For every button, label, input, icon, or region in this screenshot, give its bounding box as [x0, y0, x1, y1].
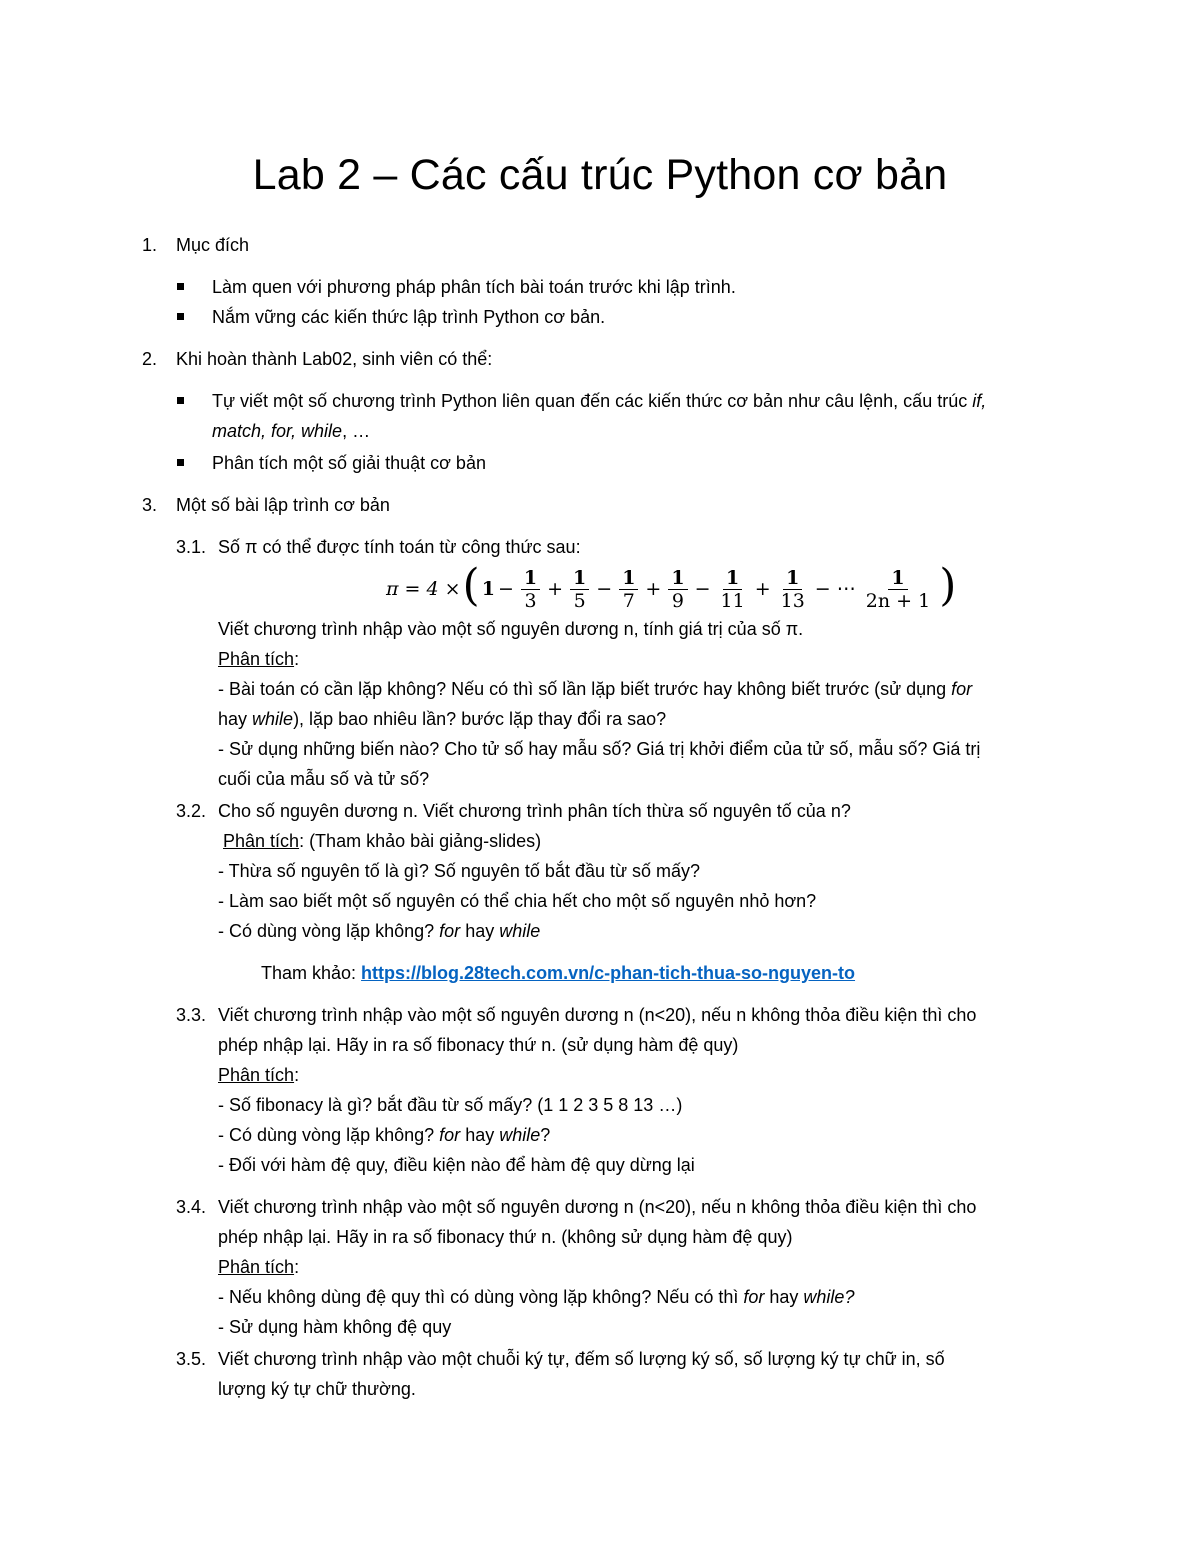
formula-op: +	[547, 578, 564, 600]
keyword-while: while?	[803, 1287, 855, 1307]
reference-label: Tham khảo:	[261, 963, 362, 983]
section-2-heading: Khi hoàn thành Lab02, sinh viên có thể:	[176, 349, 493, 369]
denominator: 11	[720, 589, 745, 612]
numerator: 1	[783, 567, 802, 590]
numerator: 1	[723, 567, 742, 590]
denominator: 3	[524, 589, 537, 612]
page-title: Lab 2 – Các cấu trúc Python cơ bản	[252, 151, 948, 199]
problem-3-3-analysis-line-1: - Số fibonacy là gì? bắt đầu từ số mấy? (1 1 2 3 5 8 13 …)	[218, 1095, 683, 1115]
left-paren: (	[462, 560, 480, 611]
formula-op: −	[596, 578, 613, 600]
keyword-if: if,	[972, 391, 987, 411]
problem-3-2-analysis-line-3	[218, 917, 540, 945]
formula-lhs: π = 4 ×	[386, 578, 461, 600]
section-1-bullet-1: Làm quen với phương pháp phân tích bài toán trước khi lập trình.	[212, 277, 736, 297]
problem-3-2-reference	[261, 959, 855, 987]
keyword-while: while	[499, 921, 541, 941]
formula-op: +	[645, 578, 662, 600]
keyword-while: while	[499, 1125, 541, 1145]
denominator: 7	[622, 589, 635, 612]
problem-3-5-task-line-2: lượng ký tự chữ thường.	[218, 1379, 416, 1399]
problem-3-1-number: 3.1.	[176, 537, 207, 557]
section-1-bullet-2: Nắm vững các kiến thức lập trình Python cơ bản.	[212, 307, 606, 327]
bullet-icon	[177, 283, 184, 290]
problem-3-2-task: Cho số nguyên dương n. Viết chương trình phân tích thừa số nguyên tố của n?	[218, 801, 851, 821]
keyword-for: for	[743, 1287, 765, 1307]
problem-3-1-analysis-line-2	[218, 705, 666, 733]
denominator: 5	[573, 589, 586, 612]
text: hay	[460, 1125, 500, 1145]
numerator: 1	[619, 567, 638, 590]
fraction	[668, 567, 687, 612]
analysis-label: Phân tích	[218, 649, 295, 669]
problem-3-3-task-line-1: Viết chương trình nhập vào một số nguyên dương n (n<20), nếu n không thỏa điều kiện thì cho	[218, 1005, 977, 1025]
problem-3-2-analysis-line-2: - Làm sao biết một số nguyên có thể chia hết cho một số nguyên nhỏ hơn?	[218, 891, 817, 911]
numerator: 1	[521, 567, 540, 590]
analysis-label: Phân tích	[223, 831, 300, 851]
numerator: 1	[668, 567, 687, 590]
text: - Có dùng vòng lặp không?	[218, 1125, 440, 1145]
denominator: 9	[671, 589, 684, 612]
text: ?	[540, 1125, 551, 1145]
problem-3-3-analysis-line-2	[218, 1121, 550, 1149]
problem-3-1-intro: Số π có thể được tính toán từ công thức sau:	[218, 537, 581, 557]
denominator: 13	[780, 589, 805, 612]
problem-3-2-analysis-line-1: - Thừa số nguyên tố là gì? Số nguyên tố bắt đầu từ số mấy?	[218, 861, 701, 881]
problem-3-1-task: Viết chương trình nhập vào một số nguyên dương n, tính giá trị của số π.	[218, 619, 804, 639]
problem-3-3-analysis-line-3: - Đối với hàm đệ quy, điều kiện nào để hàm đệ quy dừng lại	[218, 1155, 695, 1175]
text: hay	[460, 921, 500, 941]
section-2-bullet-1-line-2	[212, 417, 370, 445]
problem-3-4-analysis-label: Phân tích:	[218, 1257, 300, 1277]
section-1-number: 1.	[142, 235, 158, 255]
problem-3-4-analysis-line-2: - Sử dụng hàm không đệ quy	[218, 1317, 452, 1337]
problem-3-4-analysis-line-1	[218, 1283, 854, 1311]
problem-3-5-number: 3.5.	[176, 1349, 207, 1369]
section-2-number: 2.	[142, 349, 158, 369]
numerator: 1	[888, 567, 907, 590]
text: , …	[342, 421, 371, 441]
fraction	[718, 567, 748, 612]
problem-3-5-task-line-1: Viết chương trình nhập vào một chuỗi ký tự, đếm số lượng ký số, số lượng ký tự chữ in, số	[218, 1349, 945, 1369]
keywords: match, for, while	[212, 421, 343, 441]
bullet-icon	[177, 397, 184, 404]
fraction	[778, 567, 808, 612]
section-3-number: 3.	[142, 495, 158, 515]
problem-3-2-analysis-label	[223, 827, 541, 855]
problem-3-3-analysis-label: Phân tích:	[218, 1065, 300, 1085]
problem-3-1-analysis-label: Phân tích:	[218, 649, 300, 669]
text: ), lặp bao nhiêu lần? bước lặp thay đổi ra sao?	[293, 709, 667, 729]
formula-op: − ⋯	[814, 578, 856, 600]
right-paren: )	[939, 560, 957, 611]
text: hay	[218, 709, 253, 729]
fraction	[521, 567, 540, 612]
formula-op: +	[754, 578, 771, 600]
section-2-bullet-2: Phân tích một số giải thuật cơ bản	[212, 453, 486, 473]
bullet-icon	[177, 459, 184, 466]
text: - Bài toán có cần lặp không? Nếu có thì số lần lặp biết trước hay không biết trước (sử dụng	[218, 679, 952, 699]
text: : (Tham khảo bài giảng-slides)	[299, 831, 542, 851]
formula-one: 1	[481, 578, 495, 600]
problem-3-1-analysis-line-4: cuối của mẫu số và tử số?	[218, 769, 430, 789]
bullet-icon	[177, 313, 184, 320]
text: - Có dùng vòng lặp không?	[218, 921, 440, 941]
text: - Nếu không dùng đệ quy thì có dùng vòng lặp không? Nếu có thì	[218, 1287, 744, 1307]
keyword-while: while	[252, 709, 294, 729]
text: hay	[764, 1287, 804, 1307]
fraction	[619, 567, 638, 612]
fraction	[570, 567, 589, 612]
section-3-heading: Một số bài lập trình cơ bản	[176, 495, 390, 515]
analysis-label: Phân tích	[218, 1257, 295, 1277]
formula-op: −	[497, 578, 514, 600]
pi-formula	[386, 560, 958, 618]
problem-3-4-task-line-1: Viết chương trình nhập vào một số nguyên dương n (n<20), nếu n không thỏa điều kiện thì cho	[218, 1197, 977, 1217]
problem-3-1-analysis-line-3: - Sử dụng những biến nào? Cho tử số hay mẫu số? Giá trị khởi điểm của tử số, mẫu số? Giá trị	[218, 739, 981, 759]
keyword-for: for	[439, 1125, 461, 1145]
numerator: 1	[570, 567, 589, 590]
reference-link[interactable]: https://blog.28tech.com.vn/c-phan-tich-thua-so-nguyen-to	[361, 963, 856, 983]
problem-3-4-number: 3.4.	[176, 1197, 207, 1217]
section-1-heading: Mục đích	[176, 235, 250, 255]
analysis-label: Phân tích	[218, 1065, 295, 1085]
problem-3-1-analysis-line-1	[218, 675, 972, 703]
section-2-bullet-1-line-1	[212, 387, 986, 415]
denominator: 2n + 1	[865, 589, 931, 612]
problem-3-3-task-line-2: phép nhập lại. Hãy in ra số fibonacy thứ n. (sử dụng hàm đệ quy)	[218, 1035, 739, 1055]
keyword-for: for	[951, 679, 973, 699]
keyword-for: for	[439, 921, 461, 941]
formula-op: −	[694, 578, 711, 600]
fraction	[863, 567, 933, 612]
problem-3-4-task-line-2: phép nhập lại. Hãy in ra số fibonacy thứ n. (không sử dụng hàm đệ quy)	[218, 1227, 793, 1247]
problem-3-2-number: 3.2.	[176, 801, 207, 821]
problem-3-3-number: 3.3.	[176, 1005, 207, 1025]
text: Tự viết một số chương trình Python liên quan đến các kiến thức cơ bản như câu lệnh, cấu trúc	[212, 391, 973, 411]
